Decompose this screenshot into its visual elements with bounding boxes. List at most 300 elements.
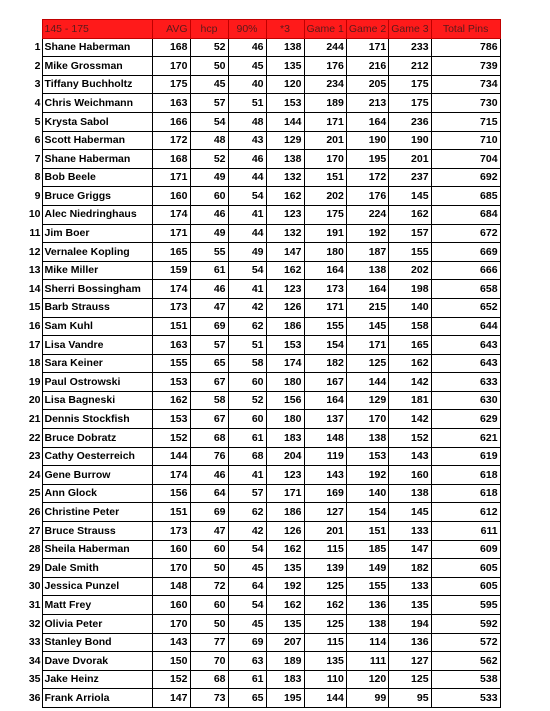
hcp-cell: 52 bbox=[190, 38, 228, 57]
game1-cell: 164 bbox=[304, 261, 346, 280]
game2-cell: 145 bbox=[346, 317, 388, 336]
bowler-name: Jessica Punzel bbox=[42, 577, 152, 596]
bowler-name: Scott Haberman bbox=[42, 131, 152, 150]
pct90-cell: 45 bbox=[228, 559, 266, 578]
times3-cell: 162 bbox=[266, 187, 304, 206]
rank-cell: 25 bbox=[28, 487, 41, 500]
game2-cell: 154 bbox=[346, 503, 388, 522]
game3-cell: 138 bbox=[389, 484, 431, 503]
pct90-cell: 51 bbox=[228, 94, 266, 113]
game1-cell: 135 bbox=[304, 652, 346, 671]
rank-cell: 15 bbox=[28, 301, 41, 314]
total-pins-cell: 621 bbox=[431, 429, 500, 448]
table-row bbox=[26, 652, 500, 671]
total-pins-cell: 605 bbox=[431, 559, 500, 578]
pct90-cell: 52 bbox=[228, 391, 266, 410]
hcp-cell: 67 bbox=[190, 410, 228, 429]
pct90-cell: 63 bbox=[228, 652, 266, 671]
rank-cell: 24 bbox=[28, 468, 41, 481]
total-pins-cell: 786 bbox=[431, 38, 500, 57]
table-row bbox=[26, 280, 500, 299]
pct90-cell: 68 bbox=[228, 447, 266, 466]
total-pins-cell: 605 bbox=[431, 577, 500, 596]
game1-cell: 189 bbox=[304, 94, 346, 113]
game1-cell: 244 bbox=[304, 38, 346, 57]
bowler-name: Alec Niedringhaus bbox=[42, 205, 152, 224]
avg-cell: 153 bbox=[152, 410, 190, 429]
game1-cell: 169 bbox=[304, 484, 346, 503]
avg-cell: 156 bbox=[152, 484, 190, 503]
bowler-name: Sara Keiner bbox=[42, 354, 152, 373]
times3-cell: 126 bbox=[266, 298, 304, 317]
rank-cell: 20 bbox=[28, 394, 41, 407]
pct90-cell: 54 bbox=[228, 540, 266, 559]
table-row bbox=[26, 391, 500, 410]
table-row bbox=[26, 615, 500, 634]
rank-cell: 22 bbox=[28, 431, 41, 444]
game3-cell: 143 bbox=[389, 447, 431, 466]
pct90-cell: 54 bbox=[228, 187, 266, 206]
game2-cell: 213 bbox=[346, 94, 388, 113]
bowler-name: Jake Heinz bbox=[42, 670, 152, 689]
game1-cell: 144 bbox=[304, 689, 346, 708]
table-row bbox=[26, 577, 500, 596]
bowler-name: Dennis Stockfish bbox=[42, 410, 152, 429]
times3-cell: 135 bbox=[266, 559, 304, 578]
table-row bbox=[26, 150, 500, 169]
game3-cell: 202 bbox=[389, 261, 431, 280]
table-row bbox=[26, 336, 500, 355]
table-row bbox=[26, 187, 500, 206]
game2-cell: 140 bbox=[346, 484, 388, 503]
times3-cell: 174 bbox=[266, 354, 304, 373]
hcp-cell: 46 bbox=[190, 205, 228, 224]
hcp-cell: 70 bbox=[190, 652, 228, 671]
rank-cell: 14 bbox=[28, 282, 41, 295]
rank-cell: 30 bbox=[28, 580, 41, 593]
table-row bbox=[26, 354, 500, 373]
avg-cell: 168 bbox=[152, 38, 190, 57]
bowler-name: Bruce Dobratz bbox=[42, 429, 152, 448]
total-pins-cell: 684 bbox=[431, 205, 500, 224]
game1-cell: 191 bbox=[304, 224, 346, 243]
pct90-cell: 44 bbox=[228, 224, 266, 243]
game2-cell: 176 bbox=[346, 187, 388, 206]
pct90-cell: 65 bbox=[228, 689, 266, 708]
game3-cell: 140 bbox=[389, 298, 431, 317]
rank-cell: 19 bbox=[28, 375, 41, 388]
pct90-cell: 61 bbox=[228, 670, 266, 689]
pct90-cell: 54 bbox=[228, 596, 266, 615]
pct90-cell: 45 bbox=[228, 615, 266, 634]
header-hcp: hcp bbox=[190, 20, 228, 39]
game2-cell: 114 bbox=[346, 633, 388, 652]
game2-cell: 138 bbox=[346, 615, 388, 634]
game2-cell: 192 bbox=[346, 224, 388, 243]
avg-cell: 159 bbox=[152, 261, 190, 280]
game3-cell: 147 bbox=[389, 540, 431, 559]
table-row bbox=[26, 670, 500, 689]
header-total-pins: Total Pins bbox=[431, 20, 500, 39]
total-pins-cell: 633 bbox=[431, 373, 500, 392]
avg-cell: 168 bbox=[152, 150, 190, 169]
game1-cell: 125 bbox=[304, 577, 346, 596]
times3-cell: 153 bbox=[266, 94, 304, 113]
table-row bbox=[26, 38, 500, 57]
total-pins-cell: 652 bbox=[431, 298, 500, 317]
game2-cell: 136 bbox=[346, 596, 388, 615]
game2-cell: 205 bbox=[346, 75, 388, 94]
table-row bbox=[26, 633, 500, 652]
times3-cell: 120 bbox=[266, 75, 304, 94]
avg-cell: 160 bbox=[152, 596, 190, 615]
times3-cell: 162 bbox=[266, 596, 304, 615]
avg-cell: 170 bbox=[152, 57, 190, 76]
bowler-name: Tiffany Buchholtz bbox=[42, 75, 152, 94]
game1-cell: 143 bbox=[304, 466, 346, 485]
bowler-name: Ann Glock bbox=[42, 484, 152, 503]
times3-cell: 186 bbox=[266, 317, 304, 336]
bowler-name: Mike Miller bbox=[42, 261, 152, 280]
game1-cell: 137 bbox=[304, 410, 346, 429]
game2-cell: 99 bbox=[346, 689, 388, 708]
total-pins-cell: 669 bbox=[431, 243, 500, 262]
hcp-cell: 72 bbox=[190, 577, 228, 596]
hcp-cell: 77 bbox=[190, 633, 228, 652]
total-pins-cell: 595 bbox=[431, 596, 500, 615]
avg-cell: 155 bbox=[152, 354, 190, 373]
game3-cell: 127 bbox=[389, 652, 431, 671]
avg-cell: 171 bbox=[152, 224, 190, 243]
game2-cell: 171 bbox=[346, 38, 388, 57]
hcp-cell: 76 bbox=[190, 447, 228, 466]
rank-cell: 16 bbox=[28, 320, 41, 333]
game3-cell: 142 bbox=[389, 373, 431, 392]
total-pins-cell: 739 bbox=[431, 57, 500, 76]
game3-cell: 142 bbox=[389, 410, 431, 429]
rank-cell: 35 bbox=[28, 673, 41, 686]
table-row bbox=[26, 94, 500, 113]
hcp-cell: 60 bbox=[190, 596, 228, 615]
avg-cell: 173 bbox=[152, 522, 190, 541]
avg-cell: 153 bbox=[152, 373, 190, 392]
table-row bbox=[26, 298, 500, 317]
avg-cell: 162 bbox=[152, 391, 190, 410]
table-row bbox=[26, 484, 500, 503]
game1-cell: 115 bbox=[304, 540, 346, 559]
avg-cell: 152 bbox=[152, 429, 190, 448]
game2-cell: 144 bbox=[346, 373, 388, 392]
game3-cell: 95 bbox=[389, 689, 431, 708]
rank-cell: 7 bbox=[34, 152, 41, 165]
game1-cell: 167 bbox=[304, 373, 346, 392]
game1-cell: 234 bbox=[304, 75, 346, 94]
bowler-name: Gene Burrow bbox=[42, 466, 152, 485]
avg-cell: 150 bbox=[152, 652, 190, 671]
game3-cell: 181 bbox=[389, 391, 431, 410]
total-pins-cell: 710 bbox=[431, 131, 500, 150]
game3-cell: 155 bbox=[389, 243, 431, 262]
game2-cell: 172 bbox=[346, 168, 388, 187]
bowler-name: Vernalee Kopling bbox=[42, 243, 152, 262]
game2-cell: 216 bbox=[346, 57, 388, 76]
game1-cell: 171 bbox=[304, 112, 346, 131]
pct90-cell: 58 bbox=[228, 354, 266, 373]
times3-cell: 132 bbox=[266, 224, 304, 243]
times3-cell: 156 bbox=[266, 391, 304, 410]
times3-cell: 138 bbox=[266, 38, 304, 57]
game3-cell: 162 bbox=[389, 354, 431, 373]
rank-cell: 21 bbox=[28, 413, 41, 426]
rank-cell: 11 bbox=[29, 227, 41, 240]
total-pins-cell: 618 bbox=[431, 466, 500, 485]
avg-cell: 160 bbox=[152, 540, 190, 559]
avg-cell: 170 bbox=[152, 559, 190, 578]
hcp-cell: 48 bbox=[190, 131, 228, 150]
total-pins-cell: 538 bbox=[431, 670, 500, 689]
hcp-cell: 68 bbox=[190, 429, 228, 448]
game1-cell: 154 bbox=[304, 336, 346, 355]
game1-cell: 155 bbox=[304, 317, 346, 336]
table-row bbox=[26, 559, 500, 578]
bowler-name: Cathy Oesterreich bbox=[42, 447, 152, 466]
hcp-cell: 52 bbox=[190, 150, 228, 169]
pct90-cell: 60 bbox=[228, 410, 266, 429]
rank-cell: 29 bbox=[28, 561, 41, 574]
avg-cell: 143 bbox=[152, 633, 190, 652]
game2-cell: 170 bbox=[346, 410, 388, 429]
bowler-name: Barb Strauss bbox=[42, 298, 152, 317]
game1-cell: 139 bbox=[304, 559, 346, 578]
pct90-cell: 61 bbox=[228, 429, 266, 448]
rank-cell: 8 bbox=[34, 171, 41, 184]
bowler-name: Dave Dvorak bbox=[42, 652, 152, 671]
table-row bbox=[26, 447, 500, 466]
total-pins-cell: 629 bbox=[431, 410, 500, 429]
times3-cell: 138 bbox=[266, 150, 304, 169]
times3-cell: 126 bbox=[266, 522, 304, 541]
times3-cell: 192 bbox=[266, 577, 304, 596]
game3-cell: 145 bbox=[389, 187, 431, 206]
pct90-cell: 62 bbox=[228, 317, 266, 336]
game2-cell: 185 bbox=[346, 540, 388, 559]
times3-cell: 180 bbox=[266, 410, 304, 429]
rank-cell: 23 bbox=[28, 450, 41, 463]
bowler-name: Bruce Strauss bbox=[42, 522, 152, 541]
game2-cell: 171 bbox=[346, 336, 388, 355]
table-row bbox=[26, 112, 500, 131]
bowler-name: Stanley Bond bbox=[42, 633, 152, 652]
hcp-cell: 61 bbox=[190, 261, 228, 280]
total-pins-cell: 612 bbox=[431, 503, 500, 522]
pct90-cell: 46 bbox=[228, 150, 266, 169]
game3-cell: 160 bbox=[389, 466, 431, 485]
hcp-cell: 65 bbox=[190, 354, 228, 373]
header-row bbox=[26, 20, 500, 39]
bowler-name: Matt Frey bbox=[42, 596, 152, 615]
table-row bbox=[26, 57, 500, 76]
total-pins-cell: 644 bbox=[431, 317, 500, 336]
pct90-cell: 42 bbox=[228, 298, 266, 317]
times3-cell: 123 bbox=[266, 466, 304, 485]
table-row bbox=[26, 410, 500, 429]
hcp-cell: 50 bbox=[190, 57, 228, 76]
header-bracket: 145 - 175 bbox=[42, 20, 152, 39]
avg-cell: 151 bbox=[152, 317, 190, 336]
total-pins-cell: 715 bbox=[431, 112, 500, 131]
times3-cell: 135 bbox=[266, 57, 304, 76]
total-pins-cell: 658 bbox=[431, 280, 500, 299]
rank-cell: 3 bbox=[34, 78, 41, 91]
game3-cell: 190 bbox=[389, 131, 431, 150]
hcp-cell: 69 bbox=[190, 503, 228, 522]
game3-cell: 236 bbox=[389, 112, 431, 131]
avg-cell: 152 bbox=[152, 670, 190, 689]
pct90-cell: 46 bbox=[228, 38, 266, 57]
rank-cell: 27 bbox=[28, 524, 41, 537]
table-row bbox=[26, 168, 500, 187]
game2-cell: 192 bbox=[346, 466, 388, 485]
table-row bbox=[26, 75, 500, 94]
hcp-cell: 46 bbox=[190, 466, 228, 485]
game3-cell: 145 bbox=[389, 503, 431, 522]
bowler-name: Bruce Griggs bbox=[42, 187, 152, 206]
rank-cell: 34 bbox=[28, 654, 41, 667]
pct90-cell: 44 bbox=[228, 168, 266, 187]
times3-cell: 180 bbox=[266, 373, 304, 392]
total-pins-cell: 533 bbox=[431, 689, 500, 708]
bowler-name: Olivia Peter bbox=[42, 615, 152, 634]
avg-cell: 174 bbox=[152, 466, 190, 485]
rank-cell: 1 bbox=[34, 41, 41, 54]
pct90-cell: 45 bbox=[228, 57, 266, 76]
game3-cell: 198 bbox=[389, 280, 431, 299]
pct90-cell: 51 bbox=[228, 336, 266, 355]
game3-cell: 157 bbox=[389, 224, 431, 243]
avg-cell: 174 bbox=[152, 280, 190, 299]
game3-cell: 201 bbox=[389, 150, 431, 169]
bowler-name: Sherri Bossingham bbox=[42, 280, 152, 299]
game2-cell: 187 bbox=[346, 243, 388, 262]
avg-cell: 171 bbox=[152, 168, 190, 187]
game3-cell: 165 bbox=[389, 336, 431, 355]
game1-cell: 170 bbox=[304, 150, 346, 169]
hcp-cell: 67 bbox=[190, 373, 228, 392]
table-row bbox=[26, 317, 500, 336]
times3-cell: 135 bbox=[266, 615, 304, 634]
total-pins-cell: 619 bbox=[431, 447, 500, 466]
avg-cell: 144 bbox=[152, 447, 190, 466]
avg-cell: 163 bbox=[152, 94, 190, 113]
rank-cell: 31 bbox=[28, 598, 41, 611]
times3-cell: 132 bbox=[266, 168, 304, 187]
game1-cell: 180 bbox=[304, 243, 346, 262]
pct90-cell: 64 bbox=[228, 577, 266, 596]
hcp-cell: 58 bbox=[190, 391, 228, 410]
pct90-cell: 69 bbox=[228, 633, 266, 652]
header-game1: Game 1 bbox=[304, 20, 346, 39]
game3-cell: 182 bbox=[389, 559, 431, 578]
avg-cell: 175 bbox=[152, 75, 190, 94]
hcp-cell: 49 bbox=[190, 224, 228, 243]
game2-cell: 164 bbox=[346, 280, 388, 299]
pct90-cell: 57 bbox=[228, 484, 266, 503]
game3-cell: 136 bbox=[389, 633, 431, 652]
times3-cell: 183 bbox=[266, 429, 304, 448]
game3-cell: 133 bbox=[389, 522, 431, 541]
bowler-name: Jim Boer bbox=[42, 224, 152, 243]
bowler-name: Dale Smith bbox=[42, 559, 152, 578]
total-pins-cell: 643 bbox=[431, 354, 500, 373]
game3-cell: 125 bbox=[389, 670, 431, 689]
times3-cell: 123 bbox=[266, 205, 304, 224]
hcp-cell: 47 bbox=[190, 298, 228, 317]
rank-cell: 9 bbox=[34, 189, 41, 202]
rank-cell: 6 bbox=[34, 134, 41, 147]
header-game3: Game 3 bbox=[389, 20, 431, 39]
avg-cell: 160 bbox=[152, 187, 190, 206]
table-row bbox=[26, 131, 500, 150]
table-row bbox=[26, 540, 500, 559]
game3-cell: 135 bbox=[389, 596, 431, 615]
total-pins-cell: 730 bbox=[431, 94, 500, 113]
hcp-cell: 68 bbox=[190, 670, 228, 689]
table-row bbox=[26, 689, 500, 708]
bowler-name: Paul Ostrowski bbox=[42, 373, 152, 392]
hcp-cell: 50 bbox=[190, 559, 228, 578]
avg-cell: 151 bbox=[152, 503, 190, 522]
hcp-cell: 60 bbox=[190, 187, 228, 206]
game3-cell: 175 bbox=[389, 94, 431, 113]
standings-body bbox=[26, 38, 500, 707]
rank-cell: 10 bbox=[28, 208, 41, 221]
bowler-name: Mike Grossman bbox=[42, 57, 152, 76]
game2-cell: 215 bbox=[346, 298, 388, 317]
game1-cell: 162 bbox=[304, 596, 346, 615]
total-pins-cell: 666 bbox=[431, 261, 500, 280]
game2-cell: 190 bbox=[346, 131, 388, 150]
hcp-cell: 46 bbox=[190, 280, 228, 299]
standings-table bbox=[26, 19, 501, 708]
table-row bbox=[26, 466, 500, 485]
rank-cell: 4 bbox=[34, 96, 41, 109]
hcp-cell: 57 bbox=[190, 94, 228, 113]
hcp-cell: 64 bbox=[190, 484, 228, 503]
times3-cell: 162 bbox=[266, 261, 304, 280]
times3-cell: 129 bbox=[266, 131, 304, 150]
hcp-cell: 54 bbox=[190, 112, 228, 131]
times3-cell: 183 bbox=[266, 670, 304, 689]
table-row bbox=[26, 243, 500, 262]
game1-cell: 182 bbox=[304, 354, 346, 373]
pct90-cell: 41 bbox=[228, 280, 266, 299]
hcp-cell: 47 bbox=[190, 522, 228, 541]
total-pins-cell: 630 bbox=[431, 391, 500, 410]
header-game2: Game 2 bbox=[346, 20, 388, 39]
hcp-cell: 69 bbox=[190, 317, 228, 336]
rank-cell: 5 bbox=[34, 115, 41, 128]
bowler-name: Sam Kuhl bbox=[42, 317, 152, 336]
game3-cell: 237 bbox=[389, 168, 431, 187]
game2-cell: 125 bbox=[346, 354, 388, 373]
header-times3: *3 bbox=[266, 20, 304, 39]
game1-cell: 171 bbox=[304, 298, 346, 317]
pct90-cell: 60 bbox=[228, 373, 266, 392]
pct90-cell: 40 bbox=[228, 75, 266, 94]
rank-cell: 2 bbox=[34, 59, 41, 72]
game2-cell: 111 bbox=[346, 652, 388, 671]
game1-cell: 125 bbox=[304, 615, 346, 634]
